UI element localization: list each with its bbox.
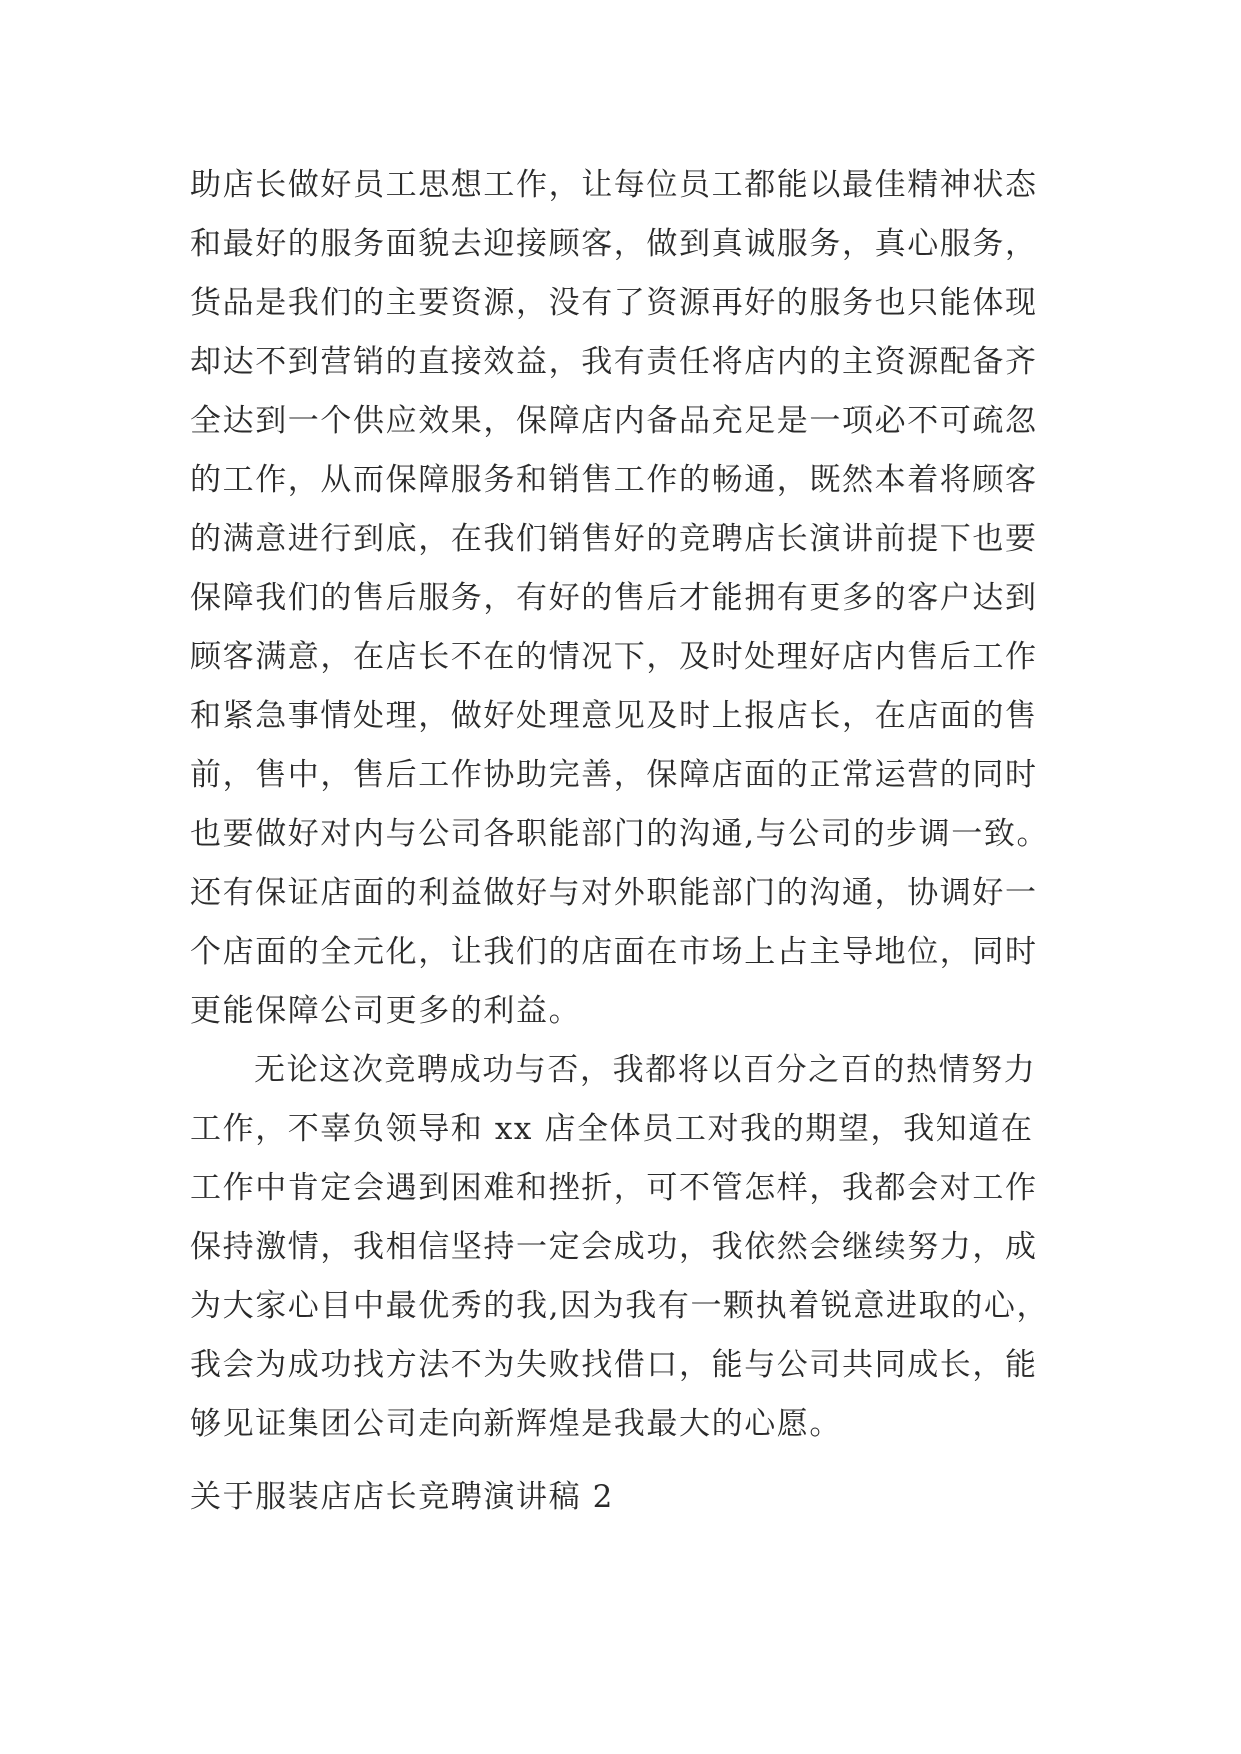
text-line: 保障我们的售后服务，有好的售后才能拥有更多的客户达到 [190,580,1038,616]
paragraph-2 [190,1041,1050,1454]
text-line: 全达到一个供应效果，保障店内备品充足是一项必不可疏忽 [190,403,1038,439]
text-line: 和最好的服务面貌去迎接顾客，做到真诚服务，真心服务， [190,226,1038,262]
text-line: 还有保证店面的利益做好与对外职能部门的沟通，协调好一 [190,875,1038,911]
text-line: 货品是我们的主要资源，没有了资源再好的服务也只能体现 [190,285,1038,321]
text-line: 前，售中，售后工作协助完善，保障店面的正常运营的同时 [190,757,1038,793]
text-line: 的工作，从而保障服务和销售工作的畅通，既然本着将顾客 [190,462,1038,498]
text-line: 和紧急事情处理，做好处理意见及时上报店长，在店面的售 [190,698,1038,734]
text-line: 够见证集团公司走向新辉煌是我最大的心愿。 [190,1406,842,1442]
text-line: 顾客满意，在店长不在的情况下，及时处理好店内售后工作 [190,639,1038,675]
text-line: 我会为成功找方法不为失败找借口，能与公司共同成长，能 [190,1347,1038,1383]
text-line: 的满意进行到底，在我们销售好的竞聘店长演讲前提下也要 [190,521,1038,557]
paragraph-1 [190,156,1050,1041]
text-line: 也要做好对内与公司各职能部门的沟通,与公司的步调一致。 [190,816,1050,852]
section-title: 关于服装店店长竞聘演讲稿 2 [190,1479,614,1515]
text-line: 工作中肯定会遇到困难和挫折，可不管怎样，我都会对工作 [190,1170,1038,1206]
text-line: 为大家心目中最优秀的我,因为我有一颗执着锐意进取的心， [190,1288,1050,1324]
text-line: 个店面的全元化，让我们的店面在市场上占主导地位，同时 [190,934,1038,970]
text-line: 工作，不辜负领导和 xx 店全体员工对我的期望，我知道在 [190,1111,1034,1147]
text-line: 更能保障公司更多的利益。 [190,993,582,1029]
text-line: 无论这次竞聘成功与否，我都将以百分之百的热情努力 [254,1052,1037,1088]
text-line: 却达不到营销的直接效益，我有责任将店内的主资源配备齐 [190,344,1038,380]
text-line: 保持激情，我相信坚持一定会成功，我依然会继续努力，成 [190,1229,1038,1265]
document-body [190,156,1050,1454]
text-line: 助店长做好员工思想工作，让每位员工都能以最佳精神状态 [190,167,1038,203]
